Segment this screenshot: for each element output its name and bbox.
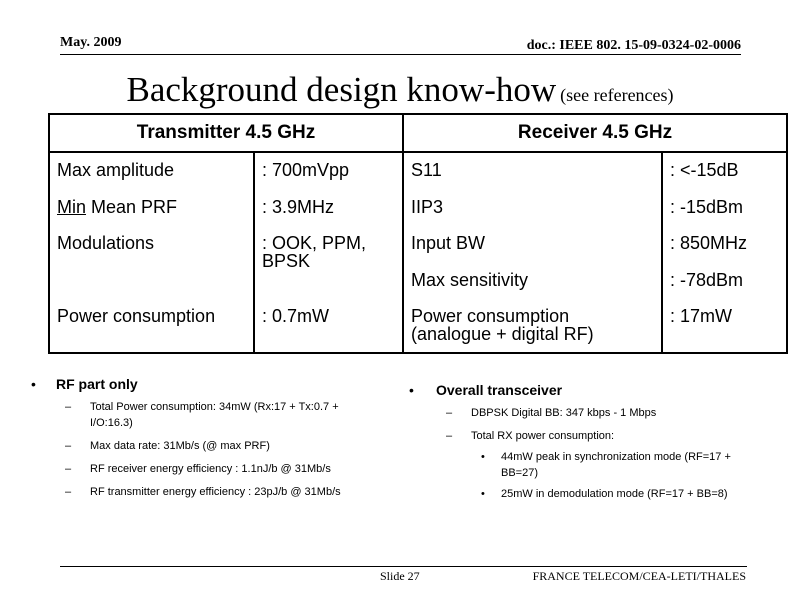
- tx-prf-label-rest: Mean PRF: [86, 196, 178, 217]
- tx-max-amp-value: : 700mVpp: [262, 160, 350, 180]
- tx-power-label: Power consumption: [57, 306, 216, 326]
- list-item: – Total Power consumption: 34mW (Rx:17 + Tx:0.7 + I/O:16.3): [65, 401, 339, 429]
- spec-table: [48, 113, 788, 354]
- tx-mod-label: Modulations: [57, 233, 155, 253]
- rx-iip3-label: IIP3: [411, 196, 444, 217]
- right-sublist: [481, 449, 751, 502]
- tx-prf-label-min: Min: [57, 196, 87, 217]
- page-title: [0, 70, 800, 110]
- rx-header: Receiver 4.5 GHz: [403, 114, 787, 152]
- rx-power-label: [411, 307, 655, 344]
- list-item: – Total RX power consumption:: [446, 430, 615, 442]
- tx-max-amp-label: Max amplitude: [57, 160, 175, 180]
- rx-labels: [403, 152, 662, 353]
- tx-prf-value: : 3.9MHz: [262, 196, 335, 217]
- rx-s11-value: : <-15dB: [670, 160, 739, 180]
- title-sub: (see references): [560, 85, 674, 105]
- tx-prf-label: [57, 198, 247, 235]
- header-divider: [60, 54, 741, 55]
- title-main: Background design know-how: [126, 70, 557, 109]
- rx-sens-label: Max sensitivity: [411, 269, 529, 290]
- bullet-dot: •: [409, 382, 414, 398]
- rx-sens-value: : -78dBm: [670, 269, 744, 290]
- list-item: – RF receiver energy efficiency : 1.1nJ/b @ 31Mb/s: [65, 463, 331, 475]
- rx-bw-label: Input BW: [411, 233, 486, 253]
- left-list-heading: RF part only: [56, 376, 138, 392]
- rx-power-value: : 17mW: [670, 306, 733, 326]
- sub-list-item: • 25mW in demodulation mode (RF=17 + BB=8): [481, 488, 728, 500]
- left-bullet-list: [31, 376, 356, 500]
- header-doc-id: doc.: IEEE 802. 15-09-0324-02-0006: [526, 38, 741, 53]
- list-item: – Max data rate: 31Mb/s (@ max PRF): [65, 440, 270, 452]
- footer-divider: [60, 566, 747, 567]
- list-item: – DBPSK Digital BB: 347 kbps - 1 Mbps: [446, 407, 657, 419]
- rx-iip3-value: : -15dBm: [670, 196, 744, 217]
- footer-org: FRANCE TELECOM/CEA-LETI/THALES: [532, 569, 746, 583]
- rx-power-label-line1: Power consumption: [411, 306, 570, 326]
- tx-values: [254, 152, 403, 353]
- rx-s11-label: S11: [411, 160, 442, 180]
- rx-power-label-line2: (analogue + digital RF): [411, 324, 594, 344]
- sub-list-item: • 44mW peak in synchronization mode (RF=17 + BB=27): [481, 451, 731, 479]
- right-bullet-list: [409, 382, 756, 502]
- right-list-items: [446, 405, 756, 502]
- slide-number: Slide 27: [380, 569, 420, 583]
- bullet-dot: •: [31, 376, 36, 392]
- header-date: May. 2009: [60, 35, 122, 50]
- list-item: – RF transmitter energy efficiency : 23pJ/b @ 31Mb/s: [65, 486, 341, 498]
- rx-values: [662, 152, 787, 353]
- left-list-items: [65, 399, 356, 500]
- tx-mod-value: : OOK, PPM, BPSK: [262, 233, 367, 271]
- right-list-heading: Overall transceiver: [436, 382, 563, 398]
- tx-header: Transmitter 4.5 GHz: [49, 114, 403, 152]
- rx-bw-value: : 850MHz: [670, 233, 748, 253]
- tx-power-value: : 0.7mW: [262, 306, 330, 326]
- tx-labels: [49, 152, 254, 353]
